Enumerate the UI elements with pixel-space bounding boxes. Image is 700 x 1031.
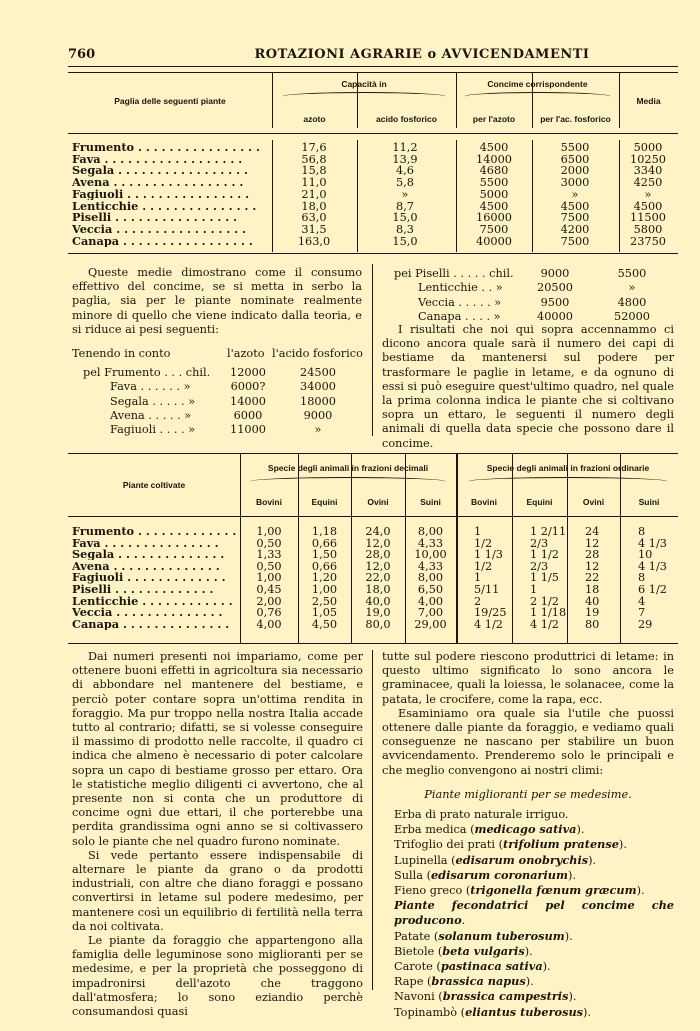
plant-name: Sulla (	[394, 868, 431, 882]
table2-cell: 1 2/11	[530, 525, 567, 538]
weights-row-azoto: 11000	[230, 423, 266, 437]
table2-cell: 10	[638, 548, 653, 562]
plant-name: Rape (	[394, 975, 432, 989]
plant-latin-name: brassica napus	[431, 974, 526, 989]
plant-item	[394, 1005, 674, 1020]
table1-cell: 4250	[633, 176, 663, 190]
table2-row-label: Veccia . . . . . . . . . . . . . .	[72, 607, 223, 619]
table2-cell: 29,00	[414, 617, 447, 631]
table2-col-rule-double	[457, 453, 458, 643]
table1-cell: 17,6	[301, 141, 327, 154]
plant-name: Erba di prato naturale irriguo.	[394, 808, 569, 822]
table2-cell: 8	[638, 525, 646, 538]
table2-cell: 1/2	[474, 536, 493, 550]
plant-punct: ).	[636, 884, 645, 898]
weights-row-azoto: 9500	[540, 295, 570, 309]
plant-name: Fieno greco (	[394, 884, 471, 898]
table1-cell: 5800	[633, 222, 663, 236]
plant-item	[394, 944, 674, 959]
bottom-right-column	[382, 650, 674, 1020]
paragraph-5: Esaminiamo ora quale sia l'utile che puossi ottenere dalle piante da foraggio, e vediamo quali conseguenze ne nascano per stabilire un buon avvicendamento. Prenderemo solo le principali e che meglio convengono ai nostri climi:	[382, 706, 674, 777]
table1-row-label: Frumento . . . . . . . . . . . . . . . .	[72, 142, 260, 154]
table1-cell: 7500	[560, 234, 590, 248]
plant-punct: ).	[588, 853, 597, 867]
weights-row-azoto: 12000	[230, 366, 266, 379]
plant-name: Lupinella (	[394, 853, 456, 867]
table1-cell: 8,3	[396, 222, 414, 236]
table2-cell: 22	[585, 571, 600, 585]
table2-brace-2	[468, 477, 668, 486]
table2-cell: 28,0	[365, 548, 391, 562]
weights-row-fosforico: 24500	[300, 366, 336, 379]
weights-row-label: Avena . . . . . »	[110, 408, 192, 422]
plant-latin-name: solanum tuberosum	[438, 928, 565, 943]
table2-cell: 4,00	[256, 617, 282, 631]
paragraph-1: Dai numeri presenti noi impariamo, come per ottenere buoni effetti in agricoltura sia necessario di abbondare nel mantenere del bestiame, e perciò poter contare sopra un'ottima rendita in foraggio. Ma pur troppo nella nostra Italia accade tutto al contrario; difatti, se si volesse conseguire il massimo di prodotto nelle raccolte, il quadro ci indica che almeno è necessario di poter calcolare sopra un capo di bestiame grosso per ettaro. Ora le statistiche meglio diligenti ci avvertono, che al presente non si conta che un produttore di concime ogni due ettari, il che porterebbe una perdita grandissima ogni anno se si coltivassero solo le piante che nel quadro furono nominate.	[72, 650, 363, 848]
plant-name: Topinambò (	[394, 1005, 466, 1019]
weights-row-fosforico: 9000	[303, 408, 333, 422]
plants-list	[382, 808, 674, 1020]
plant-name: Trifoglio dei prati (	[394, 838, 504, 852]
table1-cell: 5000	[633, 141, 663, 154]
column-divider	[372, 264, 373, 436]
weights-row-azoto: 6000?	[230, 380, 266, 394]
plant-punct: ).	[583, 1005, 592, 1019]
table2-cell: 10,00	[414, 548, 447, 562]
plant-latin-name: edisarum onobrychis	[455, 852, 589, 867]
table1-cell: 3340	[633, 164, 663, 178]
plants-subtitle: Piante miglioranti per se medesime.	[424, 787, 632, 801]
table2-cell: 1,05	[311, 606, 338, 620]
header-rule	[68, 66, 678, 67]
table2-cell: 80	[585, 617, 600, 631]
table2-cell: 2	[474, 594, 482, 608]
table1-cell: 5,8	[396, 176, 414, 190]
table1-cell: 5000	[479, 187, 509, 201]
table1-row-label: Fava . . . . . . . . . . . . . . . . . .	[72, 153, 243, 165]
table2-subheader: Bovini	[471, 497, 497, 507]
table2-cell: 1,18	[311, 525, 338, 538]
table1-body-col-rule	[532, 140, 533, 252]
weights-row-azoto: 20500	[537, 281, 573, 295]
table1-cell: 14000	[476, 152, 512, 166]
table1-cell: 3000	[560, 176, 590, 190]
table1-cell: 18,0	[301, 199, 327, 213]
weights-row-label: Canapa . . . . »	[418, 309, 501, 323]
table2-cell: 2,00	[256, 594, 282, 608]
table1-cell: 15,8	[301, 164, 327, 178]
table2-cell: 19,0	[365, 606, 391, 620]
table2-cell: 12	[585, 559, 600, 573]
table2-cell: 40	[585, 594, 600, 608]
page-number: 760	[68, 47, 96, 62]
table1-row-label: Piselli . . . . . . . . . . . . . . . .	[72, 212, 238, 224]
plant-item	[394, 883, 674, 898]
table2-cell: 4,50	[311, 617, 338, 631]
table2-cell: 24	[585, 525, 600, 538]
table2-subheader: Equini	[311, 497, 338, 507]
table1-cell: 63,0	[301, 211, 327, 225]
table2-cell: 1 1/5	[530, 571, 559, 585]
plant-punct: ).	[576, 823, 585, 837]
table2-cell: 6 1/2	[638, 583, 667, 596]
table1-cell: 56,8	[301, 152, 327, 166]
table2-subheader: Suini	[638, 497, 660, 507]
table1-cell: 40000	[476, 234, 512, 248]
table2-cell: 7,00	[417, 606, 444, 620]
table2-cell: 4	[638, 594, 646, 608]
table1-cell: 21,0	[301, 187, 327, 201]
plant-name: Bietole (	[394, 944, 443, 958]
table2-subheader: Suini	[420, 497, 441, 507]
mid-right-column	[382, 323, 674, 451]
table2-header-rule	[68, 516, 678, 517]
plant-latin-name: edisarum coronarium	[430, 867, 568, 882]
plant-item	[394, 959, 674, 974]
table2-cell: 0,50	[256, 559, 282, 573]
plant-item	[394, 989, 674, 1004]
column-divider-bottom	[372, 650, 373, 990]
table1-cell: »	[644, 187, 652, 201]
table2-cell: 8	[638, 571, 646, 585]
table2-cell: 0,66	[311, 559, 338, 573]
plant-latin-name: Piante fecondatrici pel concime che producono	[394, 898, 674, 928]
weights-row-fosforico: »	[628, 281, 636, 295]
plant-latin-name: trifolium pratense	[503, 837, 619, 852]
table2-cell: 1	[474, 571, 482, 585]
table2-group-decimal: Specie degli animali in frazioni decimali	[267, 463, 429, 473]
table2-cell: 1,00	[311, 583, 338, 596]
plant-name: Patate (	[394, 929, 439, 943]
table2-cell: 0,45	[256, 583, 282, 596]
table2-cell: 28	[585, 548, 600, 562]
table1-subheader: azoto	[303, 114, 326, 124]
table2-cell: 24,0	[365, 525, 391, 538]
table2-cell: 1,50	[311, 548, 338, 562]
weights-row-fosforico: 34000	[300, 380, 336, 394]
plant-latin-name: beta vulgaris	[442, 943, 525, 958]
table2-cell: 1,00	[256, 571, 282, 585]
paragraph-4: tutte sul podere riescono produttrici di letame: in questo ultimo significato lo sono ancora le graminacee, quali la loiessa, le solanacee, come la patata, le crocifere, come la rapa, ecc.	[382, 650, 674, 706]
list-head-fosforico: l'acido fosforico	[272, 347, 363, 360]
table1-cell: 7500	[479, 222, 509, 236]
table1-cell: 5500	[479, 176, 509, 190]
table2-cell: 2,50	[311, 594, 338, 608]
table1-cell: 11500	[630, 211, 666, 225]
paragraph-3: Le piante da foraggio che appartengono alla famiglia delle leguminose sono miglioranti per se medesime, e per la proprietà che posseggono di impadronirsi dell'azoto che traggono dall'atmosfera; lo sono eziandio perchè consumandosi quasi	[72, 934, 363, 1019]
table1-body-col-rule	[456, 140, 457, 252]
mid-left-column	[72, 266, 362, 337]
plant-name: Erba medica (	[394, 823, 475, 837]
table1-cell: 4500	[633, 199, 663, 213]
table1-cell: 23750	[630, 234, 666, 248]
table2-cell: 1 1/18	[530, 606, 567, 620]
table2-row-label: Segala . . . . . . . . . . . . . .	[72, 549, 225, 561]
table1-cell: 2000	[560, 164, 590, 178]
table2-cell: 0,50	[256, 536, 282, 550]
table1-cell: 4200	[560, 222, 590, 236]
plant-punct: ).	[525, 975, 534, 989]
table1-header-rule	[68, 133, 678, 134]
table1-cell: 15,0	[392, 211, 418, 225]
table1-cell: 11,2	[392, 141, 418, 154]
weights-row-label: Veccia . . . . . »	[418, 295, 502, 309]
table1-cell: 4680	[479, 164, 509, 178]
list-head-label: Tenendo in conto	[72, 347, 171, 360]
plant-latin-name: trigonella fœnum græcum	[470, 883, 637, 898]
plant-punct: ).	[542, 960, 551, 974]
plant-name: Navoni (	[394, 990, 443, 1004]
table1-cell: 31,5	[301, 222, 327, 236]
weights-row-label: Segala . . . . . »	[110, 394, 196, 408]
table1-cell: 4500	[479, 141, 509, 154]
weights-row-fosforico: 52000	[614, 309, 650, 323]
table2-cell: 4 1/2	[530, 617, 559, 631]
table1-brace-1	[282, 92, 446, 101]
table1-cell: 16000	[476, 211, 512, 225]
table1-cell: 4500	[560, 199, 590, 213]
weights-row-azoto: 9000	[540, 267, 570, 280]
table2-cell: 6,50	[417, 583, 444, 596]
table2-cell: 12,0	[365, 559, 391, 573]
table1-cell: 15,0	[392, 234, 418, 248]
table1-row-label: Segala . . . . . . . . . . . . . . . . .	[72, 165, 248, 177]
plant-item	[394, 808, 674, 822]
table2-cell: 7	[638, 606, 646, 620]
table2-cell: 18	[585, 583, 600, 596]
page-header	[68, 47, 676, 63]
table2-row-label: Avena . . . . . . . . . . . . . .	[72, 560, 220, 573]
table2-cell: 4 1/3	[638, 536, 667, 550]
page-title: ROTAZIONI AGRARIE o AVVICENDAMENTI	[254, 47, 590, 62]
plant-latin-name: medicago sativa	[474, 822, 577, 837]
plant-punct: .	[461, 914, 466, 928]
table2-cell: 0,66	[311, 536, 338, 550]
table2-row-label: Piselli . . . . . . . . . . . . .	[72, 584, 214, 596]
table1-row-label: Lenticchie . . . . . . . . . . . . . . .	[72, 200, 257, 212]
weights-row-label: pei Piselli . . . . . chil.	[394, 267, 514, 280]
plant-item	[394, 898, 674, 928]
plant-punct: ).	[618, 838, 627, 852]
mid-right-paragraph: I risultati che noi qui sopra accennammo ci dicono ancora quale sarà il numero dei capi di bestiame da mantenersi sul podere per trasformare le paglie in letame, e da ognuno di essi si può eseguire quest'ultimo quadro, nel quale la prima colonna indica le piante che si coltivano sopra un ettaro, le seguenti il numero degli animali di quella data specie che possono dare il concime.	[382, 323, 674, 450]
table1-cell: 4500	[479, 199, 509, 213]
table2-cell: 8,00	[417, 525, 444, 538]
table1-cell: »	[571, 187, 579, 201]
table2-cell: 12	[585, 536, 600, 550]
table2-cell: 80,0	[365, 617, 391, 631]
weights-row-label: Fagiuoli . . . . »	[110, 423, 196, 437]
table1-top-rule	[68, 72, 678, 73]
weights-row-fosforico: 4800	[617, 295, 647, 309]
table1-media-header: Media	[636, 96, 661, 106]
table1-cell: 7500	[560, 211, 590, 225]
table1-cell: »	[401, 187, 409, 201]
table2-cell: 1,33	[256, 548, 282, 562]
table1-cell: 5500	[560, 141, 590, 154]
plant-latin-name: pastinaca sativa	[440, 959, 543, 974]
plant-latin-name: eliantus tuberosus	[465, 1004, 584, 1019]
table1-row-label: Avena . . . . . . . . . . . . . . . . .	[72, 177, 244, 189]
table1-row-header: Paglia delle seguenti piante	[114, 96, 226, 106]
weights-row-azoto: 40000	[537, 309, 573, 323]
table2-cell: 12,0	[365, 536, 391, 550]
table1-subheader: per l'azoto	[472, 114, 516, 124]
table2-cell: 4,33	[417, 559, 444, 573]
table2-subheader: Equini	[526, 497, 553, 507]
table2-cell: 1	[474, 525, 482, 538]
mid-left-paragraph: Queste medie dimostrano come il consumo effettivo del concime, se si metta in serbo la paglia, sia per le piante nominate realmente minore di quello che viene indicato dalla teoria, e si riduce ai pesi seguenti:	[72, 266, 362, 336]
table2-cell: 8,00	[417, 571, 444, 585]
table2-cell: 1	[530, 583, 538, 596]
table2-row-header: Piante coltivate	[122, 480, 186, 490]
table2-row-label: Canapa . . . . . . . . . . . . . .	[72, 618, 230, 631]
table1-cell: 4,6	[396, 164, 414, 178]
table2-subheader: Bovini	[256, 497, 282, 507]
table1-cell: 8,7	[396, 199, 414, 213]
table2-cell: 2/3	[530, 536, 549, 550]
plant-latin-name: brassica campestris	[442, 989, 569, 1004]
weights-row-label: pel Frumento . . . chil.	[83, 366, 211, 379]
list-head-azoto: l'azoto	[227, 347, 265, 360]
table1-body-col-rule	[272, 140, 273, 252]
plant-punct: ).	[568, 990, 577, 1004]
table2-subheader: Ovini	[582, 497, 605, 507]
table2-cell: 4 1/2	[474, 617, 503, 631]
weights-row-fosforico: 5500	[617, 267, 647, 280]
table2-cell: 22,0	[365, 571, 391, 585]
plant-punct: ).	[524, 944, 533, 958]
weights-row-fosforico: 18000	[300, 394, 336, 408]
paragraph-2: Si vede pertanto essere indispensabile di alternare le piante da grano o da prodotti industriali, con altre che diano foraggi e possano convertirsi in letame sul podere medesimo, per mantenere così un equilibrio di fertilità nella terra da noi coltivata.	[72, 848, 363, 933]
table2-brace-1	[250, 477, 446, 486]
table2-group-ordinary: Specie degli animali in frazioni ordinarie	[486, 463, 650, 473]
table1-row-label: Fagiuoli . . . . . . . . . . . . . . . .	[72, 188, 250, 201]
table1-bottom-rule	[68, 253, 678, 254]
plant-item	[394, 929, 674, 944]
plant-item	[394, 853, 674, 868]
table2-cell: 0,76	[256, 606, 282, 620]
table2-cell: 1/2	[474, 559, 493, 573]
weights-row-azoto: 14000	[230, 394, 266, 408]
table1-subheader: per l'ac. fosforico	[540, 114, 611, 124]
table1-cell: 6500	[560, 152, 590, 166]
table1-subheader: acido fosforico	[376, 114, 437, 124]
table2-cell: 1,00	[256, 525, 282, 538]
table1-cell: 13,9	[392, 152, 418, 166]
table2-cell: 19/25	[474, 606, 507, 620]
plant-name: Carote (	[394, 960, 441, 974]
table2-cell: 1 1/2	[530, 548, 559, 562]
table2-bottom-rule	[68, 643, 678, 644]
table2-cell: 5/11	[474, 583, 500, 596]
table2-cell: 4,33	[417, 536, 444, 550]
table1-body-col-rule	[357, 140, 358, 252]
table1-row-label: Canapa . . . . . . . . . . . . . . . . .	[72, 235, 253, 247]
weights-row-label: Fava . . . . . . »	[110, 380, 191, 394]
table1-row-label: Veccia . . . . . . . . . . . . . . . . .	[72, 223, 247, 236]
table2-cell: 29	[638, 617, 653, 631]
table2-row-label: Lenticchie . . . . . . . . . . . .	[72, 595, 233, 607]
table1-cell: 10250	[630, 152, 666, 166]
table2-cell: 4 1/3	[638, 559, 667, 573]
table2-row-label: Fava . . . . . . . . . . . . . . .	[72, 537, 219, 549]
table1-cell: 11,0	[301, 176, 327, 190]
weights-row-azoto: 6000	[233, 408, 263, 422]
table2-top-rule	[68, 453, 678, 454]
table2-cell: 4,00	[417, 594, 444, 608]
weights-row-fosforico: »	[314, 423, 322, 437]
table2-row-label: Frumento . . . . . . . . . . . . .	[72, 526, 237, 538]
table2-cell: 18,0	[365, 583, 391, 596]
bottom-left-column	[72, 650, 363, 1019]
table2-cell: 1,20	[311, 571, 338, 585]
table2-cell: 19	[585, 606, 600, 620]
plant-item	[394, 868, 674, 883]
table2-cell: 2/3	[530, 559, 549, 573]
table1-brace-2	[464, 92, 611, 101]
table2-row-label: Fagiuoli . . . . . . . . . . . . .	[72, 572, 226, 584]
table2-cell: 2 1/2	[530, 594, 559, 608]
table2-cell: 40,0	[365, 594, 391, 608]
table1-cell: 163,0	[297, 234, 331, 248]
weights-row-label: Lenticchie . . »	[418, 281, 503, 295]
plant-punct: ).	[567, 868, 576, 882]
table2-subheader: Ovini	[367, 497, 389, 507]
table1-group-manure: Concime corrispondente	[487, 79, 588, 89]
plant-punct: ).	[564, 929, 573, 943]
plant-item	[394, 974, 674, 989]
plant-item	[394, 822, 674, 837]
table2-cell: 1 1/3	[474, 548, 503, 562]
plant-item	[394, 837, 674, 852]
table1-group-capacity: Capacità in	[341, 79, 387, 89]
